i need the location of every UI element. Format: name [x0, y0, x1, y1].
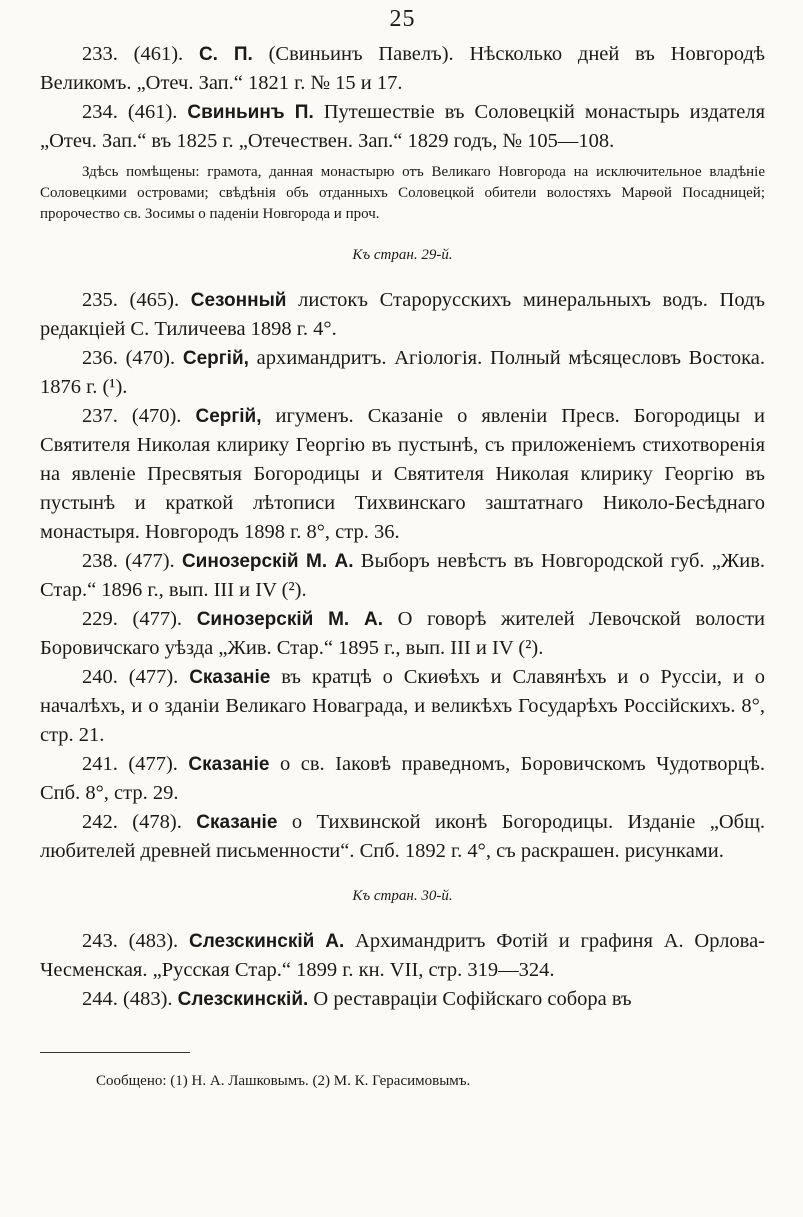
entry-author: Сезонный — [190, 290, 287, 311]
entry-author: Слезскинскій А. — [188, 931, 345, 952]
entry-number: 233. (461). — [82, 43, 184, 65]
bibliography-entry — [40, 927, 765, 985]
entry-author: С. П. — [198, 44, 253, 65]
entry-number: 241. (477). — [82, 753, 178, 775]
entry-number: 242. (478). — [82, 811, 182, 833]
page-number: 25 — [389, 6, 416, 32]
entry-author: Слезскинскій. — [177, 989, 309, 1010]
entry-author: Сказаніе — [188, 754, 270, 775]
entry-text: Выборъ невѣстъ въ Новгородской губ. „Жив. Стар.“ 1896 г., вып. III и IV (²). — [40, 550, 766, 601]
entry-number: 238. (477). — [82, 550, 175, 572]
footnote: Сообщено: (1) Н. А. Лашковымъ. (2) М. К. Герасимовымъ. — [96, 1073, 471, 1089]
entry-text: архимандритъ. Агіологія. Полный мѣсяцесловъ Востока. 1876 г. (¹). — [40, 347, 766, 398]
entry-number: 234. (461). — [82, 101, 178, 123]
bibliography-entry — [40, 750, 765, 808]
entry-author: Сергій, — [195, 406, 262, 427]
entry-author: Сказаніе — [189, 667, 271, 688]
bibliography-entry — [40, 402, 765, 547]
bibliography-entry — [40, 663, 765, 750]
entry-number: 229. (477). — [82, 608, 183, 630]
entry-number: 240. (477). — [82, 666, 179, 688]
entry-author: Сергій, — [182, 348, 249, 369]
entry-text: въ кратцѣ о Скиѳѣхъ и Славянѣхъ и о Руссіи, и о началѣхъ, и о зданіи Великаго Новаграда, и великѣхъ Государѣхъ Россійскихъ. 8°, стр. 21. — [40, 666, 766, 746]
document-page — [40, 0, 765, 1090]
entry-text: (Свиньинъ Павелъ). Нѣсколько дней въ Новгородѣ Великомъ. „Отеч. Зап.“ 1821 г. № 15 и 17. — [40, 43, 766, 94]
bibliography-entry — [40, 547, 765, 605]
entry-text: листокъ Старорусскихъ минеральныхъ водъ. Подъ редакціей С. Тиличеева 1898 г. 4°. — [40, 289, 766, 340]
entry-number: 235. (465). — [82, 289, 180, 311]
bibliography-entry — [40, 286, 765, 344]
entry-text: о св. Іаковѣ праведномъ, Боровичскомъ Чудотворцѣ. Спб. 8°, стр. 29. — [40, 753, 766, 804]
bibliography-entry — [40, 344, 765, 402]
footnote-divider — [40, 1052, 190, 1053]
entry-author: Сказаніе — [196, 812, 278, 833]
section-heading: Къ стран. 29-й. — [352, 247, 453, 263]
entry-text: О реставраціи Софійскаго собора въ — [313, 988, 632, 1010]
bibliography-entry — [40, 808, 765, 866]
bibliography-entry — [40, 40, 765, 98]
entry-author: Синозерскій М. А. — [181, 551, 354, 572]
entry-number: 237. (470). — [82, 405, 182, 427]
entry-note: Здѣсь помѣщены: грамота, данная монастырю отъ Великаго Новгорода на исключительное владѣніе Соловецкими островами; свѣдѣнія объ отданныхъ Соловецкой обители волостяхъ Марѳой Посадницей; пророчество св. Зосимы о паденіи Новгорода и проч. — [40, 164, 765, 222]
entry-author: Свиньинъ П. — [187, 102, 314, 123]
bibliography-entry — [40, 985, 765, 1014]
section-heading: Къ стран. 30-й. — [352, 888, 453, 904]
entry-author: Синозерскій М. А. — [196, 609, 384, 630]
entry-number: 244. (483). — [82, 988, 173, 1010]
entry-text: игуменъ. Сказаніе о явленіи Пресв. Богородицы и Святителя Николая клирику Георгію въ пустынѣ, съ приложеніемъ стихотворенія на явленіе Пресвятыя Богородицы и Святителя Николая клирику Георгію въ пустынѣ и краткой лѣтописи Тихвинскаго заштатнаго Николо-Бесѣднаго монастыря. Новгородъ 1898 г. 8°, стр. 36. — [40, 405, 766, 543]
entry-number: 236. (470). — [82, 347, 176, 369]
entry-text: О говорѣ жителей Левочской волости Боровичскаго уѣзда „Жив. Стар.“ 1895 г., вып. III и IV (²). — [40, 608, 766, 659]
bibliography-entry — [40, 605, 765, 663]
entry-number: 243. (483). — [82, 930, 179, 952]
entry-text: Архимандритъ Фотій и графиня А. Орлова-Чесменская. „Русская Стар.“ 1899 г. кн. VII, стр. 319—324. — [40, 930, 766, 981]
entry-text: о Тихвинской иконѣ Богородицы. Изданіе „Общ. любителей древней письменности“. Спб. 1892 г. 4°, съ раскрашен. рисунками. — [40, 811, 766, 862]
bibliography-entry — [40, 98, 765, 156]
entry-text: Путешествіе въ Соловецкій монастырь издателя „Отеч. Зап.“ въ 1825 г. „Отечествен. Зап.“ 1829 годъ, № 105—108. — [40, 101, 766, 152]
